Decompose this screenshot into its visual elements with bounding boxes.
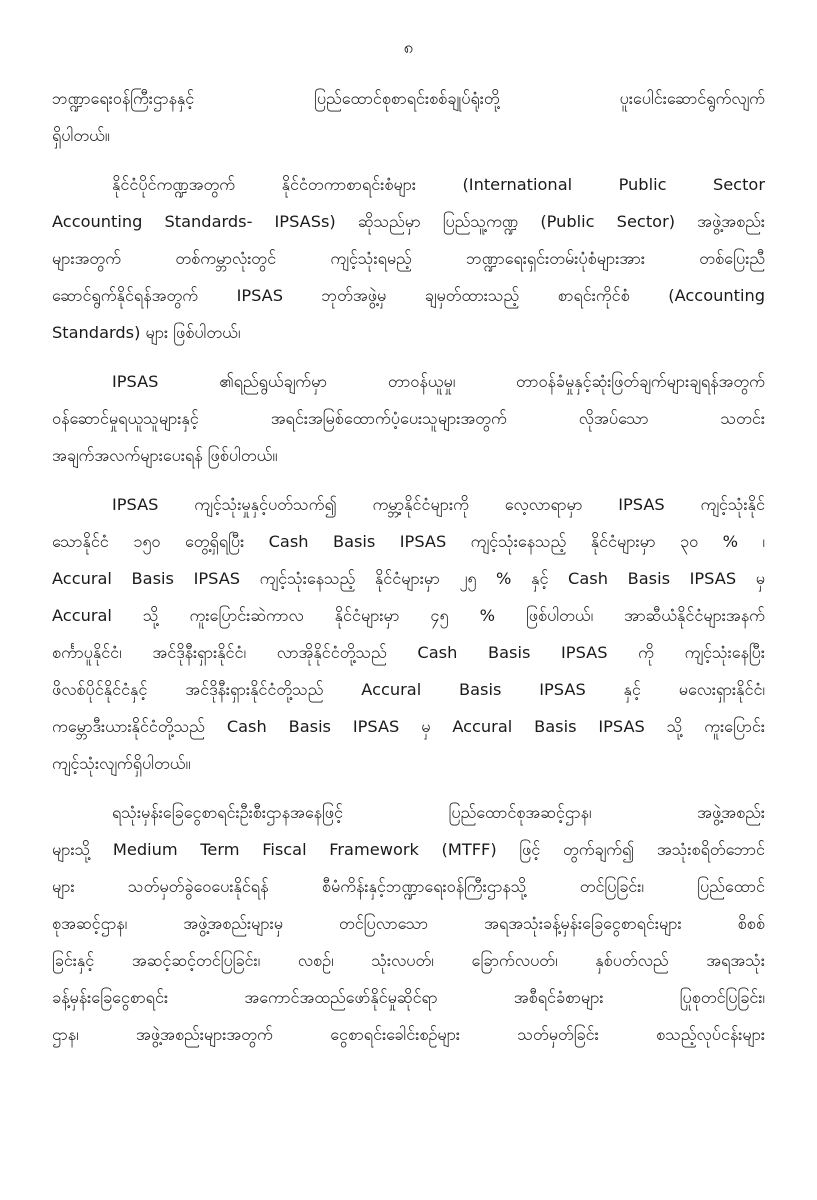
paragraph-line: အချက်အလက်များပေးရန် ဖြစ်ပါတယ်။ xyxy=(52,446,278,465)
paragraph-line: ရသုံးမှန်းခြေငွေစာရင်းဦးစီးဌာနအနေဖြင့် ပြည်ထောင်စုအဆင့်ဌာန၊ အဖွဲ့အစည်း xyxy=(112,803,765,822)
paragraph-line: IPSAS ကျင့်သုံးမှုနှင့်ပတ်သက်၍ ကမ္ဘာ့နိုင်ငံများကို လေ့လာရာမှာ IPSAS ကျင့်သုံးနိုင် xyxy=(112,495,765,514)
paragraph-4 xyxy=(52,486,765,782)
page-number: ၈ xyxy=(403,38,414,58)
paragraph-line: ဖိလစ်ပိုင်နိုင်ငံနှင့် အင်ဒိုနီးရှားနိုင်ငံတို့သည် Accural Basis IPSAS နှင့် မလေးရှားနိုင်ငံ၊ xyxy=(52,680,765,699)
paragraph-line: Accural သို့ ကူးပြောင်းဆဲကာလ နိုင်ငံများမှာ ၄၅ % ဖြစ်ပါတယ်၊ အာဆီယံနိုင်ငံများအနက် xyxy=(52,606,765,625)
paragraph-line: ဝန်ဆောင်မှုရယူသူများနှင့် အရင်းအမြစ်ထောက်ပံ့ပေးသူများအတွက် လိုအပ်သော သတင်း xyxy=(52,409,765,428)
paragraph-line: ခန့်မှန်းခြေငွေစာရင်း အကောင်အထည်ဖော်နိုင်မှုဆိုင်ရာ အစီရင်ခံစာများ ပြုစုတင်ပြခြင်း၊ xyxy=(52,988,765,1007)
paragraph-line: ရှိပါတယ်။ xyxy=(52,126,110,145)
paragraph-line: Accural Basis IPSAS ကျင့်သုံးနေသည့် နိုင်ငံများမှာ ၂၅ % နှင့် Cash Basis IPSAS မှ xyxy=(52,569,765,588)
paragraph-line: များ သတ်မှတ်ခွဲဝေပေးနိုင်ရန် စီမံကိန်းနှင့်ဘဏ္ဍာရေးဝန်ကြီးဌာနသို့ တင်ပြခြင်း၊ ပြည်ထောင် xyxy=(52,877,765,896)
paragraph-5 xyxy=(52,794,765,1053)
paragraph-line: Accounting Standards- IPSASs) ဆိုသည်မှာ ပြည်သူ့ကဏ္ဍ (Public Sector) အဖွဲ့အစည်း xyxy=(52,212,765,231)
paragraph-line: စုအဆင့်ဌာန၊ အဖွဲ့အစည်းများမှ တင်ပြလာသော အရအသုံးခန့်မှန်းခြေငွေစာရင်းများ စိစစ် xyxy=(52,914,765,933)
paragraph-line: ခြင်းနှင့် အဆင့်ဆင့်တင်ပြခြင်း၊ လစဉ်၊ သုံးလပတ်၊ ခြောက်လပတ်၊ နှစ်ပတ်လည် အရအသုံး xyxy=(52,951,765,970)
paragraph-line: နိုင်ငံပိုင်ကဏ္ဍအတွက် နိုင်ငံတကာစာရင်းစံများ (International Public Sector xyxy=(112,175,765,194)
paragraph-line: သောနိုင်ငံ ၁၅၀ တွေ့ရှိရပြီး Cash Basis IPSAS ကျင့်သုံးနေသည့် နိုင်ငံများမှာ ၃၀ % ၊ xyxy=(52,532,765,551)
paragraph-3 xyxy=(52,363,765,474)
paragraph-line: ဌာန၊ အဖွဲ့အစည်းများအတွက် ငွေစာရင်းခေါင်းစဉ်များ သတ်မှတ်ခြင်း စသည့်လုပ်ငန်းများ xyxy=(52,1025,765,1044)
paragraph-line: IPSAS ၏ရည်ရွယ်ချက်မှာ တာဝန်ယူမှု၊ တာဝန်ခံမှုနှင့်ဆုံးဖြတ်ချက်များချရန်အတွက် xyxy=(112,372,765,391)
paragraph-line: ကမ္ဘောဒီးယားနိုင်ငံတို့သည် Cash Basis IPSAS မှ Accural Basis IPSAS သို့ ကူးပြောင်း xyxy=(52,717,765,736)
paragraph-line: ဘဏ္ဍာရေးဝန်ကြီးဌာနနှင့် ပြည်ထောင်စုစာရင်းစစ်ချုပ်ရုံးတို့ ပူးပေါင်းဆောင်ရွက်လျက် xyxy=(52,89,765,108)
paragraph-1 xyxy=(52,80,765,154)
paragraph-line: ကျင့်သုံးလျက်ရှိပါတယ်။ xyxy=(52,754,191,773)
paragraph-2 xyxy=(52,166,765,351)
paragraph-line: များသို့ Medium Term Fiscal Framework (MTFF) ဖြင့် တွက်ချက်၍ အသုံးစရိတ်ဘောင် xyxy=(52,840,765,859)
paragraph-line: စင်္ကာပူနိုင်ငံ၊ အင်ဒိုနီးရှားနိုင်ငံ၊ လာအိုနိုင်ငံတို့သည် Cash Basis IPSAS ကို ကျင့်သုံးနေပြီး xyxy=(52,643,765,662)
paragraph-line: များအတွက် တစ်ကမ္ဘာလုံးတွင် ကျင့်သုံးရမည့် ဘဏ္ဍာရေးရှင်းတမ်းပုံစံများအား တစ်ပြေးညီ xyxy=(52,249,765,268)
paragraph-line: ဆောင်ရွက်နိုင်ရန်အတွက် IPSAS ဘုတ်အဖွဲ့မှ ချမှတ်ထားသည့် စာရင်းကိုင်စံ (Accounting xyxy=(52,286,765,305)
paragraph-line: Standards) များ ဖြစ်ပါတယ်၊ xyxy=(52,323,241,342)
